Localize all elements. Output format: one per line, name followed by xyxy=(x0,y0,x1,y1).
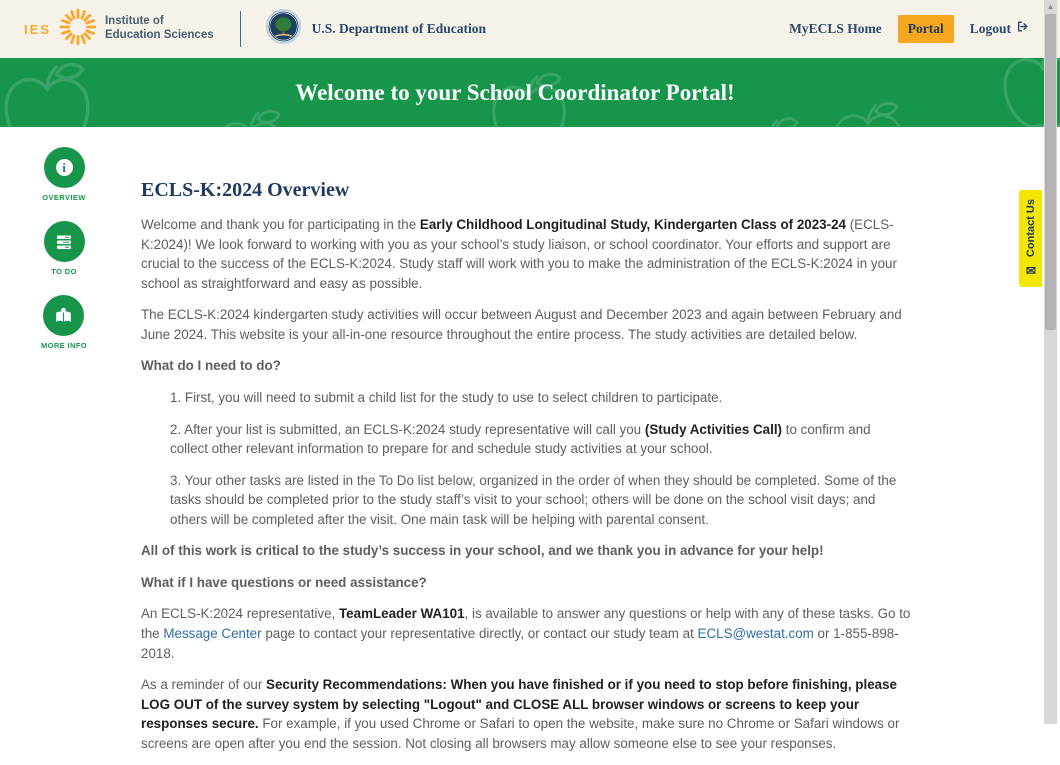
sidebar-item-label: MORE INFO xyxy=(40,341,88,350)
welcome-banner xyxy=(0,58,1060,127)
ies-name xyxy=(105,15,214,43)
myecls-home-link[interactable]: MyECLS Home xyxy=(789,21,882,36)
paragraph-security: As a reminder of our Security Recommendations: When you have finished or if you need to stop before finishing, please LOG OUT of the survey system by selecting "Logout" and CLOSE ALL browser windows or screens to keep your responses secure. For example, if you used Chrome or Safari to open the website, make sure no Chrome or Safari windows or screens are open after you end the session. Not closing all browsers may allow someone else to see your responses. xyxy=(141,677,900,751)
task-item-1: 1. First, you will need to submit a child list for the study to use to select children to participate. xyxy=(170,389,723,405)
question-heading-what-to-do: What do I need to do? xyxy=(141,358,281,374)
sidebar-item-overview[interactable] xyxy=(42,147,86,202)
page-title: ECLS-K:2024 Overview xyxy=(141,179,350,201)
main-content xyxy=(141,127,911,765)
scrollbar-thumb[interactable] xyxy=(1045,14,1056,330)
ies-starburst-icon xyxy=(58,7,98,52)
thank-you-note: All of this work is critical to the study’s success in your school, and we thank you in advance for your help! xyxy=(141,543,824,559)
portal-button[interactable]: Portal xyxy=(898,15,954,43)
numbered-task-list xyxy=(170,388,911,529)
sidebar-nav xyxy=(38,147,90,350)
banner-title: Welcome to your School Coordinator Portal! xyxy=(295,79,735,105)
contact-us-tab[interactable] xyxy=(1019,190,1042,287)
paragraph-schedule: The ECLS-K:2024 kindergarten study activities will occur between August and December 2023 and again between February and June 2024. This website is your all-in-one resource throughout the entire process. The study activities are detailed below. xyxy=(141,307,902,342)
ies-name-line2: Education Sciences xyxy=(104,29,214,41)
logout-icon xyxy=(1016,20,1030,38)
dept-of-ed-group xyxy=(265,8,486,50)
message-center-link[interactable]: Message Center xyxy=(163,626,262,641)
list-icon xyxy=(44,221,85,262)
envelope-icon: ✉ xyxy=(1023,263,1038,278)
sidebar-item-label: TO DO xyxy=(51,267,77,276)
ies-name-line1: Institute of xyxy=(104,15,164,28)
scroll-up-arrow-icon[interactable]: ▲ xyxy=(1046,2,1055,11)
ies-abbr: IES xyxy=(24,21,51,37)
logout-label: Logout xyxy=(969,21,1011,36)
email-link[interactable]: ECLS@westat.com xyxy=(697,626,814,641)
apple-pattern-icon xyxy=(725,106,815,127)
dept-of-ed-label: U.S. Department of Education xyxy=(311,21,486,36)
logout-button[interactable] xyxy=(970,20,1030,38)
contact-us-label: Contact Us xyxy=(1024,199,1037,258)
vertical-scrollbar[interactable] xyxy=(1044,0,1057,724)
task-item-3: 3. Your other tasks are listed in the To Do list below, organized in the order of when they should be completed. Some of the tasks should be completed prior to the study staff’s visit to your school; others will be done on the school visit days; and others will be completed after the visit. One main task will be helping with parental consent. xyxy=(170,472,897,527)
sidebar-item-label: OVERVIEW xyxy=(42,193,86,202)
paragraph-contact: An ECLS-K:2024 representative, TeamLeader WA101, is available to answer any questions or help with any of these tasks. Go to the Message Center page to contact your representative directly, or contact our study team at ECLS@westat.com or 1-855-898-2018. xyxy=(141,606,911,661)
paragraph-intro: Welcome and thank you for participating in the Early Childhood Longitudinal Study, Kindergarten Class of 2023-24 (ECLS-K:2024)! We look forward to working with you as your school’s study liaison, or school coordinator. Your efforts and support are crucial to the success of the ECLS-K:2024. Study staff will work with you to make the administration of the ECLS-K:2024 in your school as straightforward and easy as possible. xyxy=(141,217,897,291)
question-heading-assistance: What if I have questions or need assistance? xyxy=(141,574,427,590)
task-item-2: 2. After your list is submitted, an ECLS-K:2024 study representative will call you (Study Activities Call) to confirm and collect other relevant information to prepare for and schedule study activities at your school. xyxy=(170,421,871,457)
header-divider xyxy=(240,11,241,47)
book-icon xyxy=(43,295,84,336)
header-nav xyxy=(789,0,1030,58)
sidebar-item-more-info[interactable] xyxy=(41,295,87,350)
ies-logo xyxy=(24,7,214,52)
sidebar-item-todo[interactable] xyxy=(44,221,85,276)
info-icon: i xyxy=(44,147,85,188)
top-header xyxy=(0,0,1060,58)
dept-of-ed-seal-icon xyxy=(265,8,302,50)
